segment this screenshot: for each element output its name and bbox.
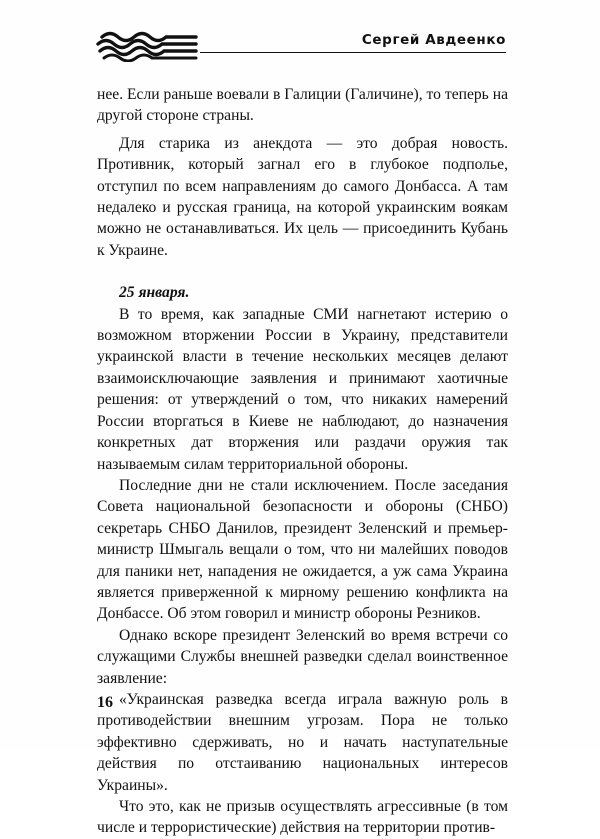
header-rule: [200, 52, 506, 53]
quote-paragraph: «Украинская разведка всегда играла важную роль в противодействии внешним угрозам. Пора не только эффективно сдерживать, но и начать наступательные действия по отстаиванию национальных интересов Украины».: [97, 690, 508, 794]
paragraph: Однако вскоре президент Зеленский во время встречи со служащими Службы внешней разведки сделал воинственное заявление:: [97, 626, 508, 687]
page-body: [97, 84, 508, 839]
page-number: 16: [97, 694, 113, 711]
paragraph: Что это, как не призыв осуществлять агрессивные (в том числе и террористические) действия на территории против-: [97, 798, 508, 837]
running-header: [96, 22, 506, 68]
paragraph: В то время, как западные СМИ нагнетают истерию о возможном вторжении России в Украину, представители украинской власти в течение нескольких месяцев делают взаимоисключающие заявления и принимают хаотичные решения: от утверждений о том, что никаких намерений России вторгаться в Киеве не наблюдают, до назначения конкретных дат вторжения или раздачи оружия так называемым силам территориальной обороны.: [97, 305, 508, 473]
date-heading: 25 января.: [119, 284, 190, 302]
paragraph: Последние дни не стали исключением. После заседания Совета национальной безопасности и обороны (СНБО) секретарь СНБО Данилов, президент Зеленский и премьер-министр Шмыгаль вещали о том, что ни малейших поводов для паники нет, нападения не ожидается, а уж сама Украина является приверженной к мирному решению конфликта на Донбассе. Об этом говорил и министр обороны Резников.: [97, 476, 508, 623]
paragraph: Для старика из анекдота — это добрая новость. Противник, который загнал его в глубокое подполье, отступил по всем направлениям до самого Донбасса. А там недалеко и русская граница, на которой украинским воякам можно не останавливаться. Их цель — присоединить Кубань к Украине.: [97, 134, 508, 259]
paragraph-continued: нее. Если раньше воевали в Галиции (Галичине), то теперь на другой стороне страны.: [97, 86, 508, 125]
waving-flag-stripes-icon: [96, 28, 198, 62]
author-name: Сергей Авдеенко: [361, 32, 506, 48]
